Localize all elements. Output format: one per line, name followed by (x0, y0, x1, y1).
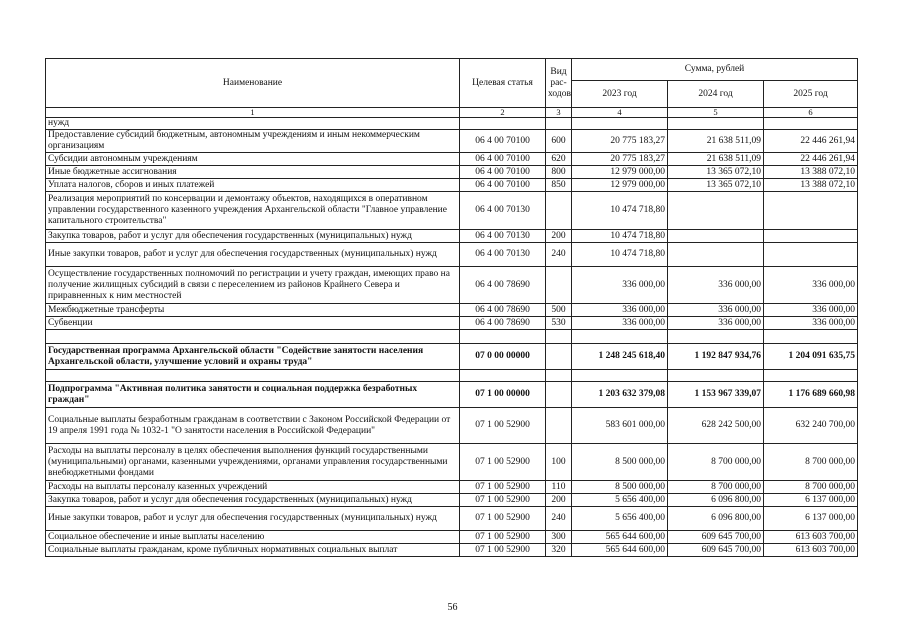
row-amount-2025 (764, 192, 858, 230)
row-amount-2025: 8 700 000,00 (764, 444, 858, 481)
row-amount-2023: 10 474 718,80 (572, 192, 668, 230)
row-amount-2025 (764, 230, 858, 243)
row-amount-2024 (668, 118, 764, 130)
table-row (46, 444, 858, 481)
row-amount-2024: 336 000,00 (668, 267, 764, 304)
row-target-article: 06 4 00 70100 (460, 153, 546, 166)
column-number: 6 (764, 108, 858, 118)
row-amount-2023: 1 203 632 379,08 (572, 382, 668, 408)
table-row (46, 153, 858, 166)
row-target-article: 06 4 00 78690 (460, 304, 546, 317)
row-amount-2024: 336 000,00 (668, 317, 764, 330)
row-amount-2024 (668, 370, 764, 382)
row-amount-2023 (572, 330, 668, 344)
table-row (46, 130, 858, 153)
row-amount-2025 (764, 330, 858, 344)
row-expense-type: 110 (546, 481, 572, 494)
row-amount-2024: 1 153 967 339,07 (668, 382, 764, 408)
row-amount-2025: 13 388 072,10 (764, 166, 858, 179)
row-amount-2024 (668, 243, 764, 267)
row-expense-type (546, 267, 572, 304)
row-amount-2023: 20 775 183,27 (572, 130, 668, 153)
row-amount-2024: 1 192 847 934,76 (668, 344, 764, 370)
column-number: 1 (46, 108, 460, 118)
row-name: Социальное обеспечение и иные выплаты населению (46, 531, 460, 544)
row-amount-2025: 6 137 000,00 (764, 507, 858, 531)
row-name: Субсидии автономным учреждениям (46, 153, 460, 166)
row-name: Межбюджетные трансферты (46, 304, 460, 317)
row-expense-type (546, 382, 572, 408)
row-name: Предоставление субсидий бюджетным, автономным учреждениям и иным некоммерческим организациям (46, 130, 460, 153)
row-target-article: 07 1 00 52900 (460, 531, 546, 544)
row-amount-2023: 8 500 000,00 (572, 481, 668, 494)
table-row (46, 179, 858, 192)
row-expense-type: 320 (546, 544, 572, 557)
row-amount-2024 (668, 192, 764, 230)
row-name: Субвенции (46, 317, 460, 330)
row-target-article: 06 4 00 70130 (460, 243, 546, 267)
row-expense-type: 240 (546, 243, 572, 267)
header-target-article: Целевая статья (460, 59, 546, 108)
row-target-article: 06 4 00 70130 (460, 192, 546, 230)
row-amount-2025: 613 603 700,00 (764, 531, 858, 544)
row-amount-2024: 609 645 700,00 (668, 544, 764, 557)
row-amount-2024: 628 242 500,00 (668, 408, 764, 444)
row-target-article: 07 1 00 00000 (460, 382, 546, 408)
table-row (46, 192, 858, 230)
table-row-program (46, 344, 858, 370)
row-target-article: 07 0 00 00000 (460, 344, 546, 370)
row-amount-2023: 8 500 000,00 (572, 444, 668, 481)
row-expense-type: 200 (546, 494, 572, 507)
table-row (46, 304, 858, 317)
row-expense-type: 200 (546, 230, 572, 243)
row-target-article: 07 1 00 52900 (460, 494, 546, 507)
row-amount-2023: 336 000,00 (572, 267, 668, 304)
table-row (46, 243, 858, 267)
row-target-article: 06 4 00 70100 (460, 166, 546, 179)
row-amount-2024: 13 365 072,10 (668, 166, 764, 179)
table-row (46, 118, 858, 130)
row-name (46, 370, 460, 382)
header-year-2023: 2023 год (572, 81, 668, 108)
column-number: 4 (572, 108, 668, 118)
row-expense-type: 800 (546, 166, 572, 179)
row-expense-type: 100 (546, 444, 572, 481)
row-amount-2023: 5 656 400,00 (572, 507, 668, 531)
row-amount-2025: 1 176 689 660,98 (764, 382, 858, 408)
row-amount-2024: 21 638 511,09 (668, 153, 764, 166)
row-amount-2024: 13 365 072,10 (668, 179, 764, 192)
row-amount-2025: 22 446 261,94 (764, 130, 858, 153)
table-row (46, 317, 858, 330)
row-amount-2025: 8 700 000,00 (764, 481, 858, 494)
row-target-article: 07 1 00 52900 (460, 481, 546, 494)
row-target-article (460, 370, 546, 382)
page-number: 56 (447, 602, 458, 613)
row-amount-2025: 336 000,00 (764, 304, 858, 317)
row-name: Реализация мероприятий по консервации и демонтажу объектов, находящихся в оперативном управлении государственного казенного учреждения Архангельской области "Главное управление капитального строительства" (46, 192, 460, 230)
row-name: Подпрограмма "Активная политика занятости и социальная поддержка безработных граждан" (46, 382, 460, 408)
row-target-article: 06 4 00 70100 (460, 130, 546, 153)
row-amount-2025: 336 000,00 (764, 267, 858, 304)
row-name: Осуществление государственных полномочий по регистрации и учету граждан, имеющих право на получение жилищных субсидий в связи с переселением из районов Крайнего Севера и приравненных к ним местностей (46, 267, 460, 304)
row-amount-2023: 20 775 183,27 (572, 153, 668, 166)
row-amount-2024: 21 638 511,09 (668, 130, 764, 153)
row-expense-type: 500 (546, 304, 572, 317)
row-amount-2023: 12 979 000,00 (572, 166, 668, 179)
row-amount-2025: 632 240 700,00 (764, 408, 858, 444)
row-amount-2023: 10 474 718,80 (572, 230, 668, 243)
row-amount-2024: 6 096 800,00 (668, 507, 764, 531)
header-year-2024: 2024 год (668, 81, 764, 108)
row-target-article: 07 1 00 52900 (460, 507, 546, 531)
table-row-spacer (46, 330, 858, 344)
column-number: 3 (546, 108, 572, 118)
row-amount-2023: 565 644 600,00 (572, 544, 668, 557)
row-expense-type: 620 (546, 153, 572, 166)
row-name: Закупка товаров, работ и услуг для обеспечения государственных (муниципальных) нужд (46, 494, 460, 507)
header-expense-type: Вид рас-ходов (546, 59, 572, 108)
row-expense-type (546, 344, 572, 370)
row-amount-2023: 5 656 400,00 (572, 494, 668, 507)
table-row (46, 230, 858, 243)
table-row (46, 166, 858, 179)
table-row (46, 494, 858, 507)
row-amount-2025: 613 603 700,00 (764, 544, 858, 557)
row-amount-2024: 6 096 800,00 (668, 494, 764, 507)
table-row-spacer (46, 370, 858, 382)
row-name: Социальные выплаты безработным гражданам в соответствии с Законом Российской Федерации от 19 апреля 1991 года № 1032-1 "О занятости населения в Российской Федерации" (46, 408, 460, 444)
row-name: Уплата налогов, сборов и иных платежей (46, 179, 460, 192)
row-expense-type (546, 408, 572, 444)
row-amount-2023: 336 000,00 (572, 317, 668, 330)
row-amount-2024: 8 700 000,00 (668, 444, 764, 481)
row-name: нужд (46, 118, 460, 130)
row-expense-type (546, 118, 572, 130)
column-number: 5 (668, 108, 764, 118)
row-name: Иные закупки товаров, работ и услуг для обеспечения государственных (муниципальных) нужд (46, 243, 460, 267)
row-target-article: 06 4 00 78690 (460, 317, 546, 330)
row-amount-2023: 565 644 600,00 (572, 531, 668, 544)
row-target-article: 06 4 00 70130 (460, 230, 546, 243)
row-amount-2024 (668, 330, 764, 344)
table-row (46, 267, 858, 304)
row-amount-2023: 336 000,00 (572, 304, 668, 317)
row-amount-2025: 22 446 261,94 (764, 153, 858, 166)
row-amount-2025: 1 204 091 635,75 (764, 344, 858, 370)
header-name: Наименование (46, 59, 460, 108)
row-expense-type (546, 192, 572, 230)
row-expense-type: 530 (546, 317, 572, 330)
row-amount-2023: 583 601 000,00 (572, 408, 668, 444)
row-expense-type: 850 (546, 179, 572, 192)
row-expense-type: 240 (546, 507, 572, 531)
row-amount-2024 (668, 230, 764, 243)
row-name: Иные закупки товаров, работ и услуг для обеспечения государственных (муниципальных) нужд (46, 507, 460, 531)
row-amount-2024: 336 000,00 (668, 304, 764, 317)
header-sum: Сумма, рублей (572, 59, 858, 81)
table-row-subprogram (46, 382, 858, 408)
row-expense-type (546, 370, 572, 382)
row-amount-2025 (764, 118, 858, 130)
row-target-article: 07 1 00 52900 (460, 444, 546, 481)
row-name: Расходы на выплаты персоналу в целях обеспечения выполнения функций государственными (муниципальными) органами, казенными учреждениями, органами управления государственными внебюджетными фондами (46, 444, 460, 481)
header-year-2025: 2025 год (764, 81, 858, 108)
row-name (46, 330, 460, 344)
row-amount-2025 (764, 370, 858, 382)
row-name: Иные бюджетные ассигнования (46, 166, 460, 179)
row-amount-2024: 609 645 700,00 (668, 531, 764, 544)
row-target-article (460, 330, 546, 344)
row-amount-2024: 8 700 000,00 (668, 481, 764, 494)
row-name: Государственная программа Архангельской области "Содействие занятости населения Архангельской области, улучшение условий и охраны труда" (46, 344, 460, 370)
row-name: Расходы на выплаты персоналу казенных учреждений (46, 481, 460, 494)
row-amount-2025: 336 000,00 (764, 317, 858, 330)
row-name: Закупка товаров, работ и услуг для обеспечения государственных (муниципальных) нужд (46, 230, 460, 243)
table-row (46, 507, 858, 531)
row-amount-2025 (764, 243, 858, 267)
row-target-article: 06 4 00 70100 (460, 179, 546, 192)
row-amount-2023: 1 248 245 618,40 (572, 344, 668, 370)
row-amount-2023: 12 979 000,00 (572, 179, 668, 192)
row-expense-type: 300 (546, 531, 572, 544)
table-row (46, 531, 858, 544)
column-number: 2 (460, 108, 546, 118)
table-header-row-top (46, 59, 858, 81)
table-row (46, 408, 858, 444)
budget-table-sheet (45, 58, 857, 557)
row-amount-2023: 10 474 718,80 (572, 243, 668, 267)
row-target-article: 07 1 00 52900 (460, 544, 546, 557)
row-amount-2025: 6 137 000,00 (764, 494, 858, 507)
row-target-article: 06 4 00 78690 (460, 267, 546, 304)
row-expense-type (546, 330, 572, 344)
column-number-row (46, 108, 858, 118)
table-row (46, 544, 858, 557)
table-row (46, 481, 858, 494)
row-name: Социальные выплаты гражданам, кроме публичных нормативных социальных выплат (46, 544, 460, 557)
row-target-article (460, 118, 546, 130)
budget-table (45, 58, 858, 557)
row-amount-2025: 13 388 072,10 (764, 179, 858, 192)
row-amount-2023 (572, 370, 668, 382)
row-target-article: 07 1 00 52900 (460, 408, 546, 444)
row-amount-2023 (572, 118, 668, 130)
row-expense-type: 600 (546, 130, 572, 153)
